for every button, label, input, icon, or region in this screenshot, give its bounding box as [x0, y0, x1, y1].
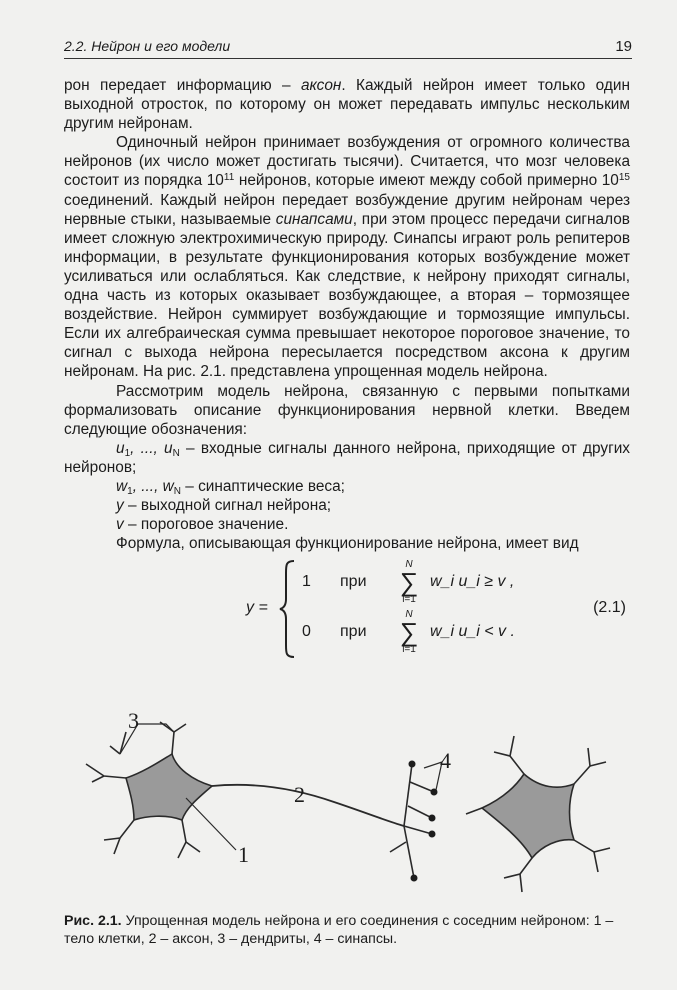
axon	[212, 785, 404, 826]
term-axon: аксон	[300, 77, 342, 94]
text-run: рон передает информацию –	[64, 77, 301, 94]
sum-upper: N	[405, 609, 413, 620]
text-run: нейронов, которые имеют между собой примерно 10	[234, 172, 619, 190]
subscript: 1	[124, 447, 131, 459]
text-run: . Каждый нейрон имеет только один выходной отросток, по которому он может передавать импульс нескольким другим нейронам.	[64, 77, 630, 133]
sum-sign: ∑	[399, 617, 419, 647]
paragraph-3: Рассмотрим модель нейрона, связанную с первыми попытками формализовать описание функционирования нервной клетки. Введем следующие обозначения:	[64, 382, 630, 438]
definition-w	[64, 477, 630, 496]
var: w	[116, 477, 128, 495]
case-expression: w_i u_i ≥ v ,	[430, 573, 515, 590]
sum-sign: ∑	[399, 567, 419, 597]
leader-1	[186, 798, 236, 850]
term-synapses: синапсами	[275, 210, 353, 228]
var: v	[116, 516, 124, 534]
var: , ..., u	[130, 439, 173, 457]
var: y	[116, 497, 124, 515]
synapse-branches	[390, 764, 434, 878]
left-brace-icon	[278, 559, 298, 659]
text-run: соединений. Каждый нейрон передает возбуждение другим нейронам через нервные стыки, называемые	[64, 191, 630, 228]
definition-v	[64, 515, 630, 534]
text-run: – входные сигналы данного нейрона, приходящие от других нейронов;	[64, 439, 630, 476]
text-run: Одиночный нейрон принимает возбуждения от огромного количества нейронов (их число может достигать тысячи). Считается, что мозг человека состоит из порядка 10	[64, 134, 630, 190]
summation	[394, 609, 424, 655]
sum-lower: i=1	[402, 594, 416, 605]
definition-y	[64, 496, 630, 515]
label-2: 2	[294, 782, 305, 807]
var: u	[116, 439, 125, 457]
sum-lower: i=1	[402, 644, 416, 655]
cell-body-left	[126, 754, 212, 820]
cell-body-right	[482, 774, 574, 858]
exponent: 15	[618, 172, 630, 184]
definition-u	[64, 439, 630, 477]
equation-number: (2.1)	[593, 599, 626, 616]
formula-lhs: y =	[246, 599, 268, 616]
subscript: N	[172, 447, 180, 459]
figure-caption	[64, 912, 630, 948]
body-text	[64, 76, 630, 553]
case-condition-word: при	[340, 573, 367, 590]
summation	[394, 559, 424, 605]
text-run: – выходной сигнал нейрона;	[123, 497, 332, 515]
text-run: , при этом процесс передачи сигналов имеет сложную электрохимическую природу. Синапсы играют роль репитеров информации, в результате функционирования которых возбуждение может усиливаться или ослабляться. Как следствие, к нейрону приходят сигналы, одна часть из которых оказывает возбуждающее, а вторая – тормозящее воздействие. Нейрон суммирует возбуждающие и тормозящие импульсы. Если их алгебраическая сумма превышает некоторое пороговое значение, то сигнал с выхода нейрона пересылается посредством аксона к другим нейронам. На рис. 2.1. представлена упрощенная модель нейрона.	[64, 210, 630, 381]
neuron-model-figure	[74, 702, 614, 902]
case-value: 0	[302, 623, 311, 640]
exponent: 11	[223, 172, 235, 184]
case-expression: w_i u_i < v .	[430, 623, 515, 640]
caption-text: Упрощенная модель нейрона и его соединения с соседним нейроном: 1 – тело клетки, 2 – аксон, 3 – дендриты, 4 – синапсы.	[64, 913, 614, 947]
label-3: 3	[128, 708, 139, 733]
sum-upper: N	[405, 559, 413, 570]
text-run: – синаптические веса;	[180, 477, 345, 495]
subscript: 1	[127, 485, 133, 497]
label-1: 1	[238, 842, 249, 867]
page-number: 19	[615, 38, 632, 55]
subscript: N	[173, 485, 181, 497]
chapter-title: 2.2. Нейрон и его модели	[64, 38, 231, 54]
paragraph-1	[64, 76, 630, 133]
paragraph-4: Формула, описывающая функционирование нейрона, имеет вид	[116, 535, 579, 553]
var: , ..., w	[132, 477, 174, 495]
case-value: 1	[302, 573, 311, 590]
synapse-terminals	[409, 761, 438, 882]
label-4: 4	[440, 748, 451, 773]
running-header	[64, 36, 632, 59]
paragraph-2	[64, 133, 630, 381]
caption-label: Рис. 2.1.	[64, 913, 122, 929]
formula-2-1	[64, 555, 630, 665]
text-run: – пороговое значение.	[123, 516, 289, 534]
case-condition-word: при	[340, 623, 367, 640]
